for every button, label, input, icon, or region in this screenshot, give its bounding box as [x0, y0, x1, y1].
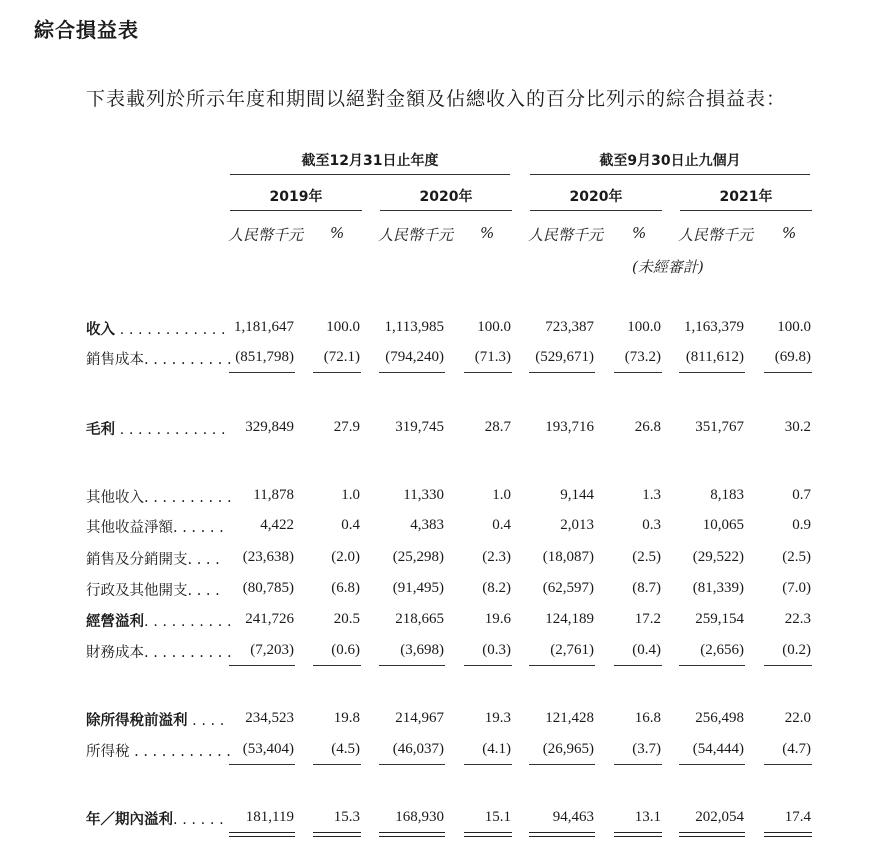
- subtotal-underline: [229, 764, 295, 765]
- amount-cell: 193,716: [545, 419, 594, 435]
- subtotal-underline: [379, 372, 445, 373]
- subtotal-underline: [764, 372, 812, 373]
- total-double-underline: [614, 832, 662, 837]
- row-leader-dots: . . . .: [187, 713, 225, 729]
- subtotal-underline: [614, 372, 662, 373]
- subtotal-underline: [229, 372, 295, 373]
- amount-cell: (2,656): [700, 642, 744, 658]
- amount-cell: 259,154: [695, 611, 744, 627]
- year-header-2019: 2019年: [269, 189, 323, 205]
- percent-cell: (2.3): [482, 549, 511, 565]
- total-double-underline: [379, 832, 445, 837]
- percent-cell: (71.3): [474, 349, 511, 365]
- subtotal-underline: [464, 665, 512, 666]
- percent-cell: (0.4): [632, 642, 661, 658]
- row-label-text: 其他收入: [86, 490, 144, 506]
- row-leader-dots: . . . .: [187, 552, 220, 568]
- period-rule-nine-months: [530, 174, 810, 175]
- percent-cell: (72.1): [323, 349, 360, 365]
- subtotal-underline: [229, 665, 295, 666]
- amount-cell: 241,726: [245, 611, 294, 627]
- amount-cell: 1,113,985: [384, 319, 444, 335]
- amount-cell: (80,785): [242, 580, 294, 596]
- subtotal-underline: [464, 764, 512, 765]
- percent-cell: 1.0: [341, 487, 360, 503]
- row-label-text: 除所得稅前溢利: [86, 713, 188, 729]
- amount-cell: (62,597): [542, 580, 594, 596]
- row-label-text: 財務成本: [86, 645, 144, 661]
- row-leader-dots: . . . . . . . . . .: [144, 490, 232, 506]
- amount-cell: 319,745: [395, 419, 444, 435]
- percent-cell: 19.8: [333, 710, 360, 726]
- percent-cell: 100.0: [326, 319, 360, 335]
- row-label-text: 銷售成本: [86, 352, 144, 368]
- amount-cell: 181,119: [245, 809, 294, 825]
- amount-cell: 11,330: [403, 487, 444, 503]
- row-label: [86, 709, 224, 730]
- period-rule-annual: [230, 174, 510, 175]
- row-label: [86, 579, 220, 600]
- percent-cell: 1.0: [492, 487, 511, 503]
- percent-cell: 0.9: [792, 517, 811, 533]
- percent-cell: 0.4: [341, 517, 360, 533]
- row-label-text: 經營溢利: [86, 614, 144, 630]
- subtotal-underline: [529, 372, 595, 373]
- amount-cell: 8,183: [710, 487, 744, 503]
- subtotal-underline: [679, 764, 745, 765]
- total-double-underline: [679, 832, 745, 837]
- percent-cell: (2.5): [632, 549, 661, 565]
- percent-cell: (0.6): [331, 642, 360, 658]
- amount-cell: (53,404): [242, 741, 294, 757]
- year-header-2020-interim: 2020年: [569, 189, 623, 205]
- row-leader-dots: . . . . . .: [173, 520, 224, 536]
- row-label-text: 其他收益淨額: [86, 520, 173, 536]
- year-header-2020-annual: 2020年: [419, 189, 473, 205]
- percent-cell: 27.9: [333, 419, 360, 435]
- amount-cell: (23,638): [242, 549, 294, 565]
- unit-rmb-header: 人民幣千元: [378, 226, 454, 244]
- row-label: [86, 548, 220, 569]
- subtotal-underline: [764, 665, 812, 666]
- row-label-text: 收入: [86, 322, 115, 338]
- percent-cell: (4.5): [331, 741, 360, 757]
- subtotal-underline: [379, 665, 445, 666]
- row-label: [86, 348, 232, 369]
- percent-cell: 1.3: [642, 487, 661, 503]
- amount-cell: 11,878: [253, 487, 294, 503]
- row-label: [86, 641, 232, 662]
- amount-cell: 124,189: [545, 611, 594, 627]
- percent-cell: 26.8: [634, 419, 661, 435]
- year-rule: [530, 210, 662, 211]
- amount-cell: (91,495): [392, 580, 444, 596]
- amount-cell: 234,523: [245, 710, 294, 726]
- total-double-underline: [313, 832, 361, 837]
- unit-pct-header: %: [480, 224, 495, 242]
- percent-cell: 100.0: [627, 319, 661, 335]
- row-label: [86, 610, 232, 631]
- percent-cell: 17.4: [784, 809, 811, 825]
- percent-cell: (73.2): [624, 349, 661, 365]
- row-label: [86, 516, 224, 537]
- percent-cell: (7.0): [782, 580, 811, 596]
- unit-pct-header: %: [782, 224, 797, 242]
- amount-cell: (811,612): [685, 349, 744, 365]
- amount-cell: (529,671): [535, 349, 594, 365]
- row-leader-dots: . . . . . . . . . .: [144, 645, 232, 661]
- percent-cell: 19.6: [484, 611, 511, 627]
- percent-cell: 22.3: [784, 611, 811, 627]
- period-header-annual: 截至12月31日止年度: [301, 153, 439, 169]
- row-leader-dots: . . . . . . . . . . .: [129, 744, 231, 760]
- year-header-2021: 2021年: [719, 189, 773, 205]
- amount-cell: 218,665: [395, 611, 444, 627]
- subtotal-underline: [614, 665, 662, 666]
- row-leader-dots: . . . . . . . . . .: [144, 614, 232, 630]
- amount-cell: (54,444): [692, 741, 744, 757]
- percent-cell: 0.4: [492, 517, 511, 533]
- amount-cell: 214,967: [395, 710, 444, 726]
- unit-pct-header: %: [632, 224, 647, 242]
- amount-cell: 2,013: [560, 517, 594, 533]
- percent-cell: 22.0: [784, 710, 811, 726]
- amount-cell: 329,849: [245, 419, 294, 435]
- amount-cell: (851,798): [235, 349, 294, 365]
- intro-paragraph: 下表載列於所示年度和期間以絕對金額及佔總收入的百分比列示的綜合損益表：: [86, 88, 787, 110]
- row-label-text: 行政及其他開支: [86, 583, 188, 599]
- percent-cell: (2.5): [782, 549, 811, 565]
- percent-cell: (0.2): [782, 642, 811, 658]
- subtotal-underline: [313, 372, 361, 373]
- total-double-underline: [529, 832, 595, 837]
- amount-cell: 256,498: [695, 710, 744, 726]
- subtotal-underline: [379, 764, 445, 765]
- percent-cell: (3.7): [632, 741, 661, 757]
- percent-cell: (4.1): [482, 741, 511, 757]
- amount-cell: 1,163,379: [684, 319, 744, 335]
- percent-cell: (69.8): [774, 349, 811, 365]
- subtotal-underline: [529, 665, 595, 666]
- amount-cell: (29,522): [692, 549, 744, 565]
- percent-cell: 16.8: [634, 710, 661, 726]
- section-title: 綜合損益表: [34, 18, 139, 42]
- subtotal-underline: [764, 764, 812, 765]
- percent-cell: 13.1: [634, 809, 661, 825]
- year-rule: [230, 210, 362, 211]
- subtotal-underline: [679, 665, 745, 666]
- amount-cell: 1,181,647: [234, 319, 294, 335]
- row-leader-dots: . . . . . . . . . . . .: [115, 322, 226, 338]
- percent-cell: 17.2: [634, 611, 661, 627]
- amount-cell: 168,930: [395, 809, 444, 825]
- subtotal-underline: [464, 372, 512, 373]
- percent-cell: 28.7: [484, 419, 511, 435]
- percent-cell: 20.5: [333, 611, 360, 627]
- percent-cell: (8.7): [632, 580, 661, 596]
- percent-cell: 100.0: [777, 319, 811, 335]
- percent-cell: (0.3): [482, 642, 511, 658]
- row-leader-dots: . . . . . . . . . . . .: [115, 422, 226, 438]
- subtotal-underline: [529, 764, 595, 765]
- amount-cell: (46,037): [392, 741, 444, 757]
- amount-cell: 4,383: [410, 517, 444, 533]
- row-leader-dots: . . . . . . . . . .: [144, 352, 232, 368]
- percent-cell: (2.0): [331, 549, 360, 565]
- percent-cell: 15.3: [333, 809, 360, 825]
- percent-cell: 0.3: [642, 517, 661, 533]
- percent-cell: (8.2): [482, 580, 511, 596]
- amount-cell: 94,463: [552, 809, 594, 825]
- row-label: [86, 808, 224, 829]
- subtotal-underline: [313, 764, 361, 765]
- percent-cell: 0.7: [792, 487, 811, 503]
- year-rule: [380, 210, 512, 211]
- subtotal-underline: [313, 665, 361, 666]
- amount-cell: 4,422: [260, 517, 294, 533]
- percent-cell: 30.2: [784, 419, 811, 435]
- year-rule: [680, 210, 812, 211]
- percent-cell: (6.8): [331, 580, 360, 596]
- percent-cell: 19.3: [484, 710, 511, 726]
- amount-cell: 723,387: [545, 319, 594, 335]
- row-label-text: 毛利: [86, 422, 115, 438]
- unit-rmb-header: 人民幣千元: [528, 226, 604, 244]
- unit-rmb-header: 人民幣千元: [678, 226, 754, 244]
- amount-cell: (26,965): [542, 741, 594, 757]
- row-label: [86, 418, 226, 439]
- row-leader-dots: . . . .: [187, 583, 220, 599]
- total-double-underline: [464, 832, 512, 837]
- amount-cell: 10,065: [702, 517, 744, 533]
- amount-cell: (18,087): [542, 549, 594, 565]
- amount-cell: (2,761): [550, 642, 594, 658]
- unit-pct-header: %: [330, 224, 345, 242]
- row-label-text: 所得稅: [86, 744, 130, 760]
- period-header-nine-months: 截至9月30日止九個月: [599, 153, 741, 169]
- amount-cell: (3,698): [400, 642, 444, 658]
- amount-cell: 351,767: [695, 419, 744, 435]
- row-label-text: 年／期內溢利: [86, 812, 173, 828]
- row-label-text: 銷售及分銷開支: [86, 552, 188, 568]
- total-double-underline: [764, 832, 812, 837]
- amount-cell: (794,240): [385, 349, 444, 365]
- subtotal-underline: [679, 372, 745, 373]
- row-label: [86, 318, 226, 339]
- percent-cell: 100.0: [477, 319, 511, 335]
- percent-cell: (4.7): [782, 741, 811, 757]
- row-leader-dots: . . . . . .: [173, 812, 224, 828]
- amount-cell: (81,339): [692, 580, 744, 596]
- row-label: [86, 740, 231, 761]
- row-label: [86, 486, 232, 507]
- unit-rmb-header: 人民幣千元: [228, 226, 304, 244]
- amount-cell: (25,298): [392, 549, 444, 565]
- amount-cell: (7,203): [250, 642, 294, 658]
- unaudited-note: (未經審計): [632, 258, 704, 276]
- amount-cell: 9,144: [560, 487, 594, 503]
- amount-cell: 121,428: [545, 710, 594, 726]
- total-double-underline: [229, 832, 295, 837]
- subtotal-underline: [614, 764, 662, 765]
- amount-cell: 202,054: [695, 809, 744, 825]
- percent-cell: 15.1: [484, 809, 511, 825]
